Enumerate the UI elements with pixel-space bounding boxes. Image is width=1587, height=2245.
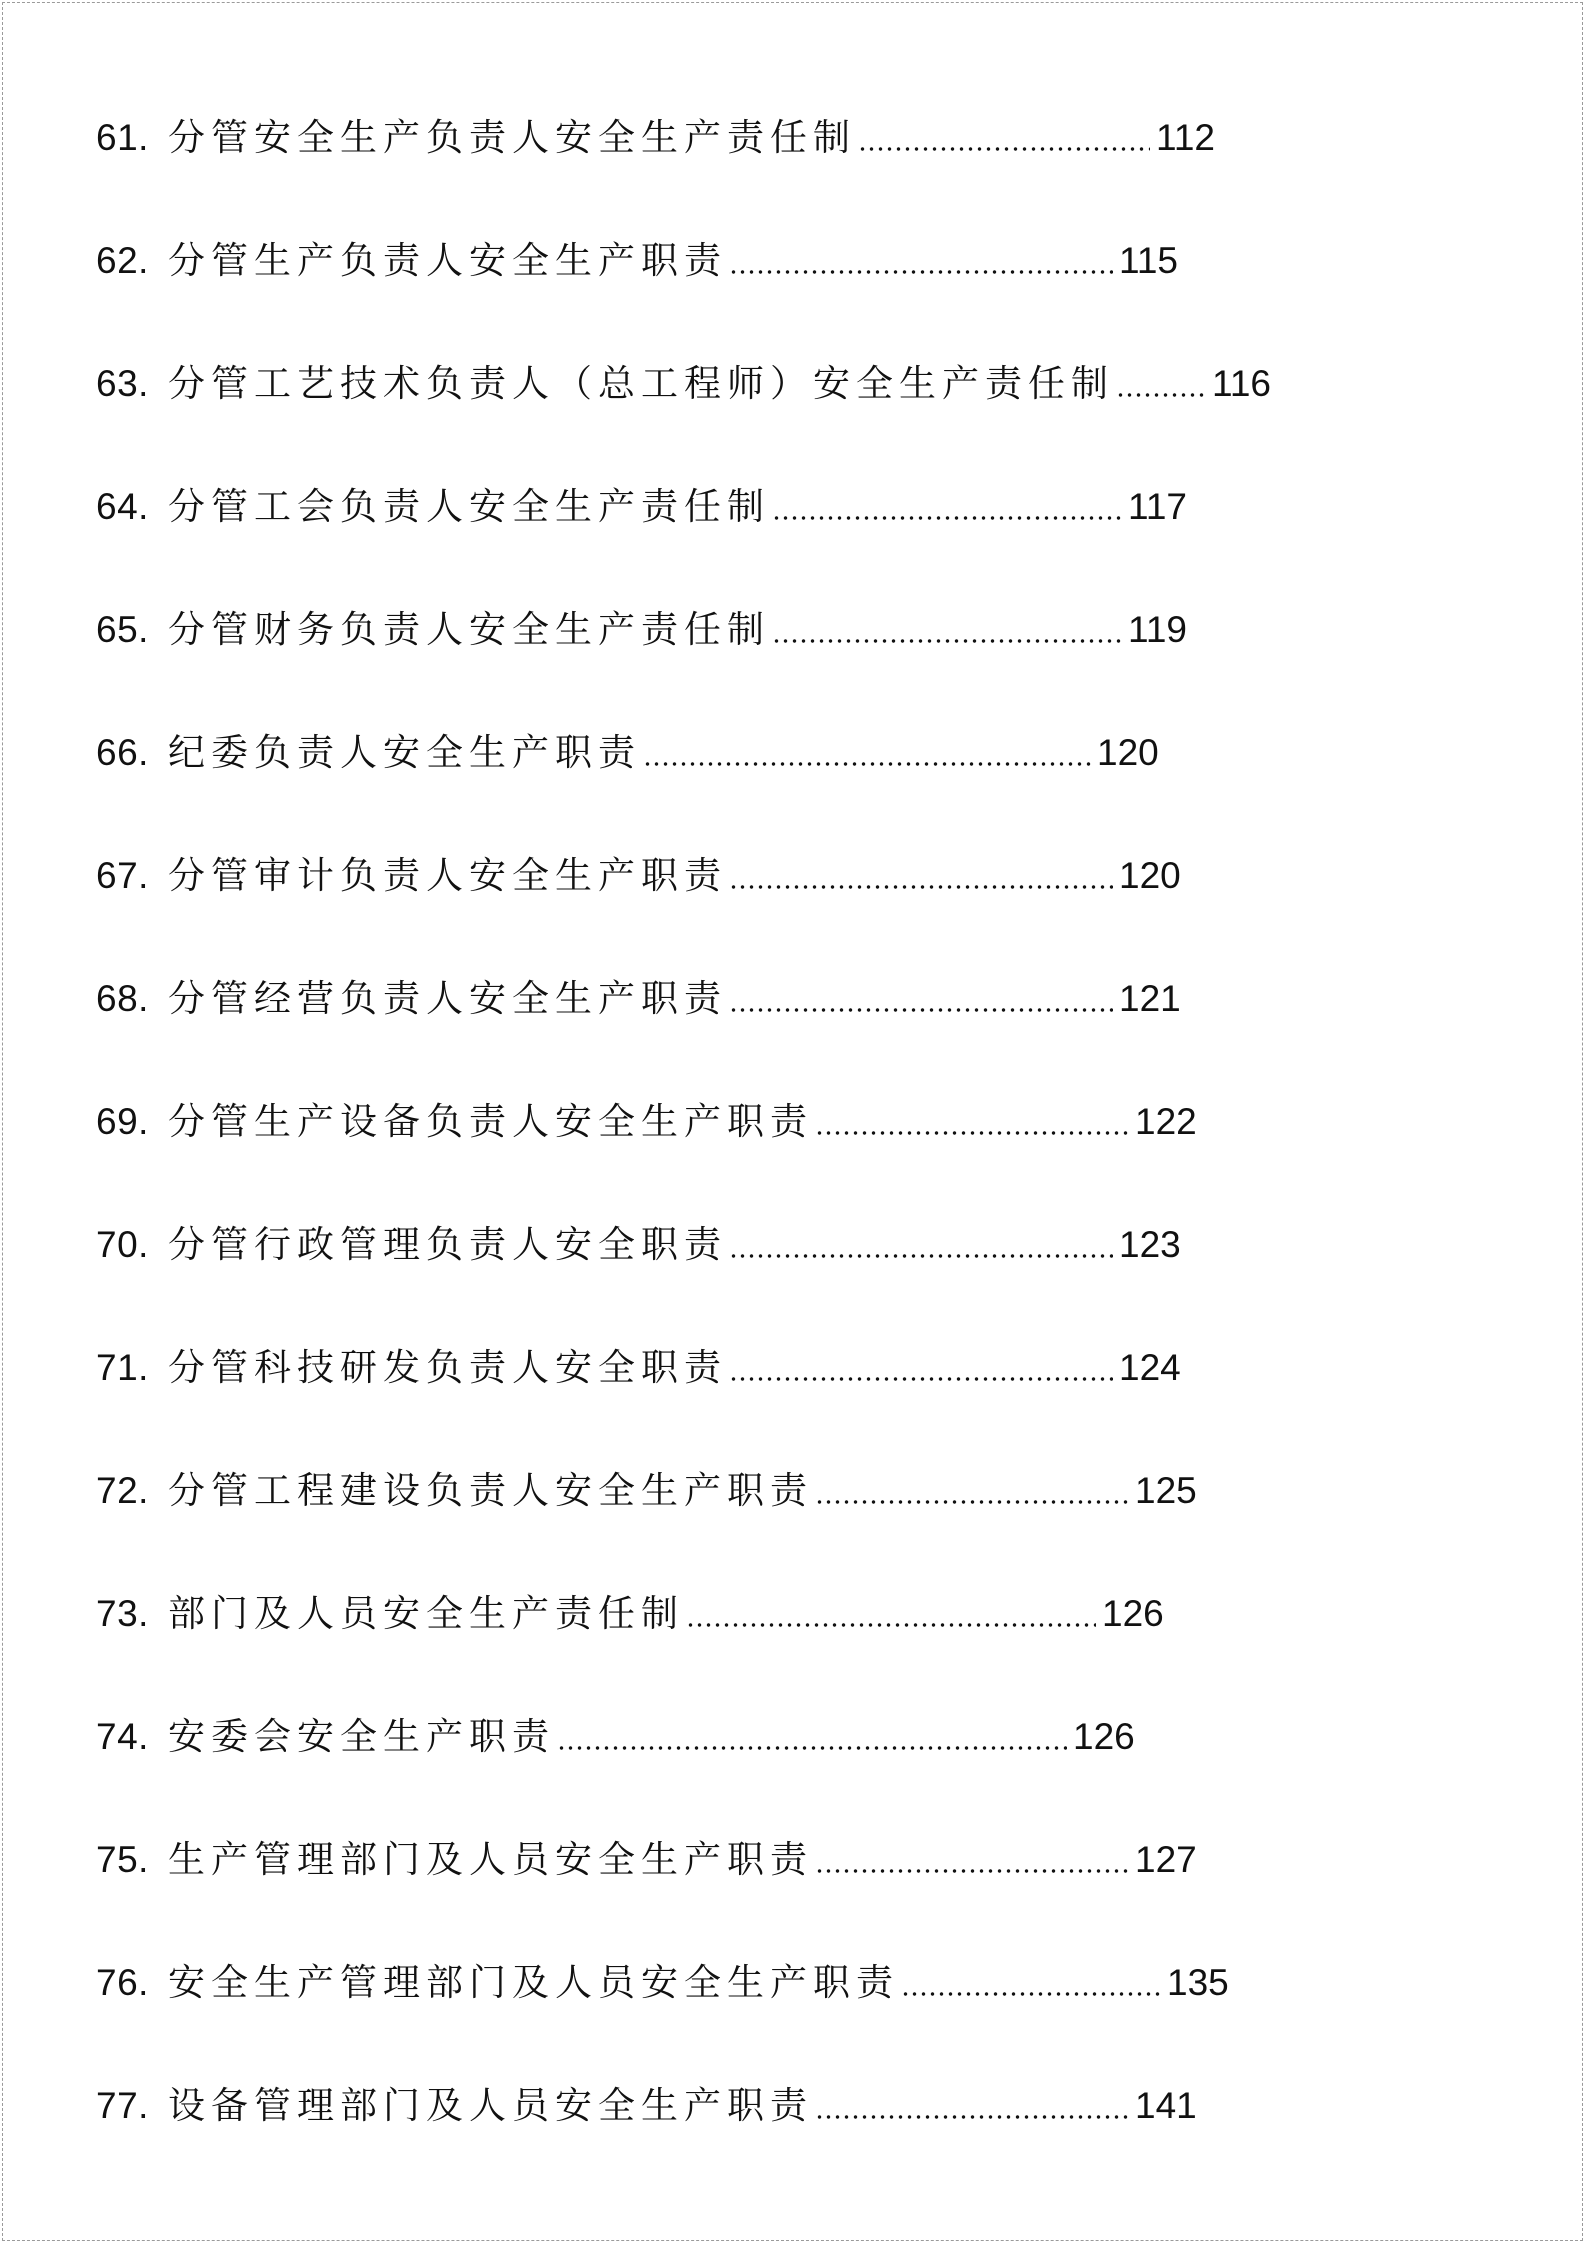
toc-entry-title: 生产管理部门及人员安全生产职责 [168,1838,813,1881]
toc-entry-page: 126 [1102,1593,1164,1634]
toc-entry-number: 69. [96,1101,149,1142]
toc-entry-number: 75. [96,1839,149,1880]
toc-entry-number: 68. [96,978,149,1019]
toc-entry-page: 141 [1135,2085,1197,2126]
toc-entry[interactable] [96,1584,1164,1644]
toc-entry[interactable] [96,1830,1197,1890]
toc-entry-title: 安委会安全生产职责 [168,1715,555,1758]
toc-entry[interactable] [96,846,1181,906]
toc-entry-title: 分管安全生产负责人安全生产责任制 [168,116,856,159]
dot-leader [772,638,1122,644]
toc-entry-title: 设备管理部门及人员安全生产职责 [168,2084,813,2127]
toc-entry-number: 73. [96,1593,149,1634]
toc-entry-page: 126 [1073,1716,1135,1757]
toc-entry[interactable] [96,354,1271,414]
toc-entry-title: 分管生产设备负责人安全生产职责 [168,1100,813,1143]
toc-entry-title: 分管生产负责人安全生产职责 [168,239,727,282]
toc-entry-page: 122 [1135,1101,1197,1142]
toc-entry-page: 123 [1119,1224,1181,1265]
toc-entry-number: 77. [96,2085,149,2126]
dot-leader [557,1745,1067,1751]
toc-entry-number: 70. [96,1224,149,1265]
toc-entry[interactable] [96,1953,1229,2013]
toc-entry-number: 72. [96,1470,149,1511]
dot-leader [729,884,1113,890]
toc-entry[interactable] [96,1092,1197,1152]
toc-entry-number: 74. [96,1716,149,1757]
dot-leader [815,2114,1129,2120]
toc-entry-number: 67. [96,855,149,896]
toc-entry-title: 分管工艺技术负责人（总工程师）安全生产责任制 [168,362,1114,405]
toc-entry[interactable] [96,2076,1197,2136]
toc-entry-number: 63. [96,363,149,404]
toc-entry-page: 119 [1128,609,1187,650]
toc-entry-number: 62. [96,240,149,281]
toc-entry-number: 76. [96,1962,149,2003]
toc-entry[interactable] [96,600,1187,660]
toc-entry-title: 分管工会负责人安全生产责任制 [168,485,770,528]
dot-leader [901,1991,1161,1997]
toc-entry[interactable] [96,1215,1181,1275]
dot-leader [815,1130,1129,1136]
toc-entry[interactable] [96,108,1215,168]
toc-entry-page: 120 [1097,732,1159,773]
toc-entry-title: 纪委负责人安全生产职责 [168,731,641,774]
toc-entry-page: 116 [1212,363,1271,404]
toc-entry-page: 127 [1135,1839,1197,1880]
dot-leader [858,146,1150,152]
dot-leader [729,1376,1113,1382]
toc-entry-number: 64. [96,486,149,527]
toc-entry-title: 分管财务负责人安全生产责任制 [168,608,770,651]
toc-entry-page: 117 [1128,486,1187,527]
toc-entry-title: 安全生产管理部门及人员安全生产职责 [168,1961,899,2004]
dot-leader [815,1499,1129,1505]
toc-entry-number: 61. [96,117,149,158]
dot-leader [643,761,1091,767]
toc-entry[interactable] [96,231,1178,291]
toc-entry-page: 121 [1119,978,1181,1019]
dot-leader [772,515,1122,521]
toc-entry-page: 125 [1135,1470,1197,1511]
dot-leader [815,1868,1129,1874]
toc-entry-page: 120 [1119,855,1181,896]
toc-entry-page: 115 [1119,240,1178,281]
toc-entry-page: 112 [1156,117,1215,158]
dot-leader [729,269,1113,275]
toc-entry-page: 124 [1119,1347,1181,1388]
toc-entry-page: 135 [1167,1962,1229,2003]
toc-entry[interactable] [96,1461,1197,1521]
toc-entry[interactable] [96,969,1181,1029]
toc-entry-title: 分管科技研发负责人安全职责 [168,1346,727,1389]
toc-entry[interactable] [96,723,1159,783]
toc-entry[interactable] [96,1338,1181,1398]
dot-leader [686,1622,1096,1628]
toc-entry-title: 分管工程建设负责人安全生产职责 [168,1469,813,1512]
dot-leader [729,1007,1113,1013]
dot-leader [1116,392,1206,398]
toc-entry[interactable] [96,477,1187,537]
toc-entry-title: 部门及人员安全生产责任制 [168,1592,684,1635]
toc-entry-number: 71. [96,1347,149,1388]
toc-entry[interactable] [96,1707,1135,1767]
toc-entry-title: 分管行政管理负责人安全职责 [168,1223,727,1266]
toc-entry-title: 分管审计负责人安全生产职责 [168,854,727,897]
toc-entry-number: 66. [96,732,149,773]
toc-entry-number: 65. [96,609,149,650]
toc-entry-title: 分管经营负责人安全生产职责 [168,977,727,1020]
dot-leader [729,1253,1113,1259]
